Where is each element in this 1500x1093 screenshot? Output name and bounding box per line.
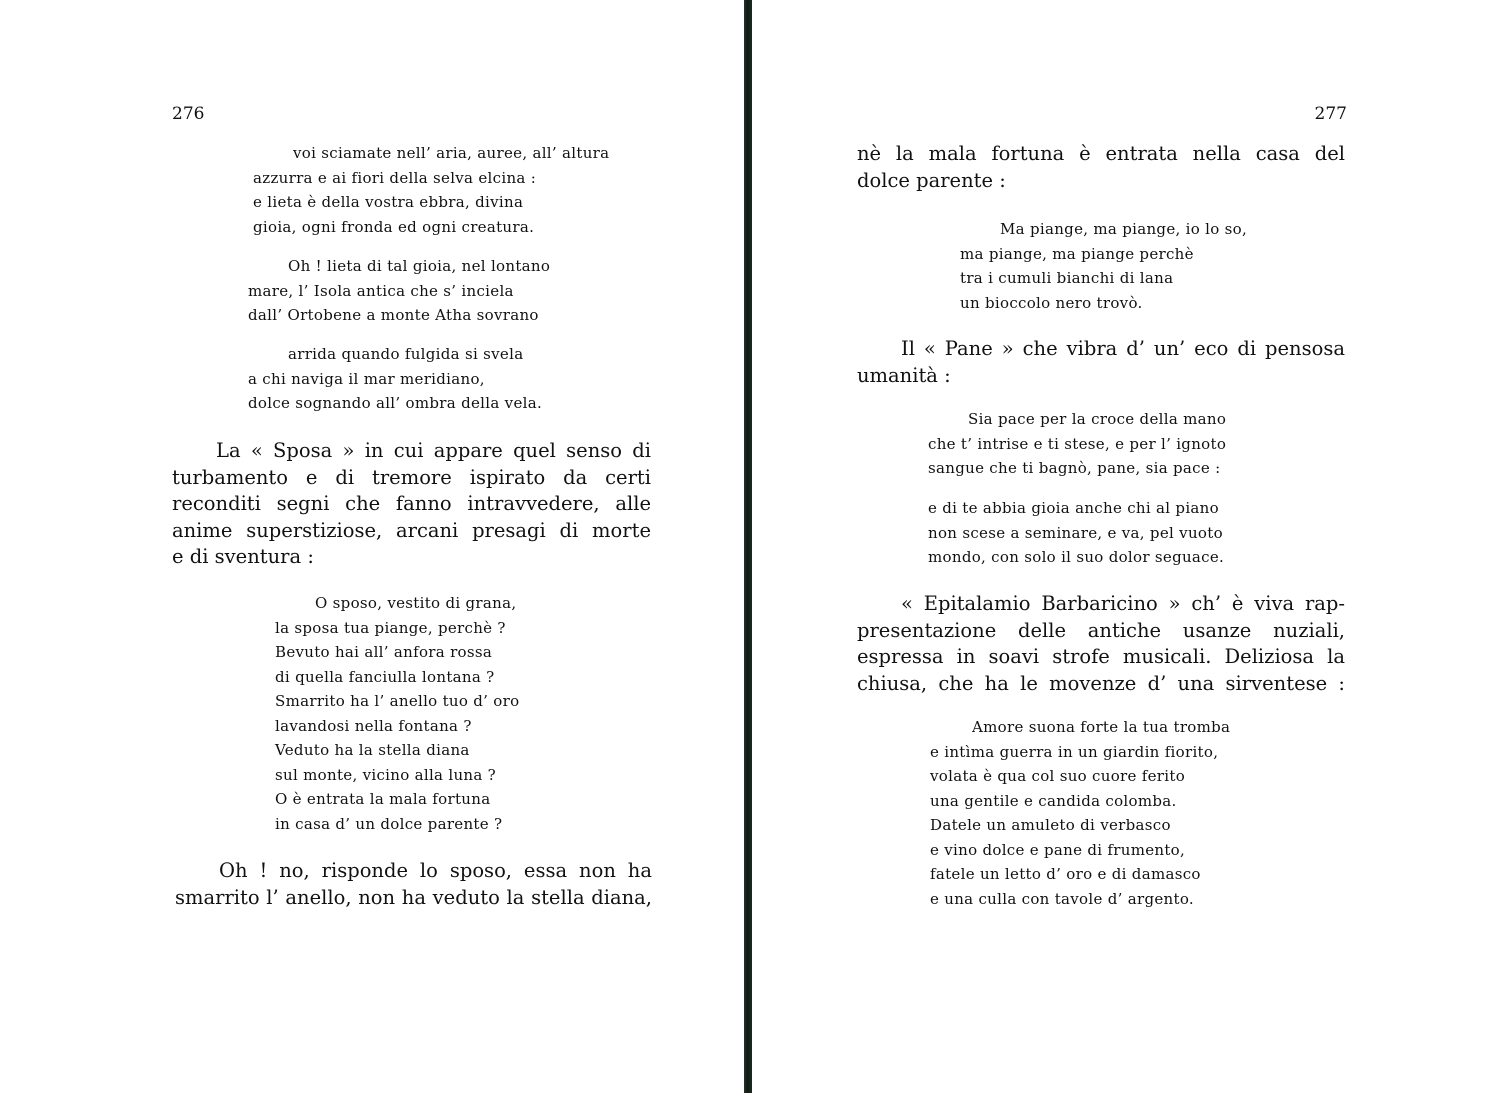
prose-line: espressa in soavi strofe musicali. Deliziosa la — [857, 645, 1345, 668]
left-page — [0, 0, 745, 1093]
verse-line: in casa d’ un dolce parente ? — [275, 814, 503, 833]
prose-line: e di sventura : — [172, 545, 314, 568]
verse-line: a chi naviga il mar meridiano, — [248, 369, 485, 388]
prose-line: umanità : — [857, 363, 951, 387]
verse-line: tra i cumuli bianchi di lana — [960, 269, 1174, 287]
prose-line: chiusa, che ha le movenze d’ una sirventese : — [857, 671, 1345, 695]
verse-line: azzurra e ai fiori della selva elcina : — [253, 168, 537, 187]
verse-line: Oh ! lieta di tal gioia, nel lontano — [288, 257, 551, 275]
verse-line: dall’ Ortobene a monte Atha sovrano — [248, 306, 539, 324]
right-stanza-1 — [960, 217, 1247, 315]
prose-line: « Epitalamio Barbaricino » ch’ è viva rap- — [901, 592, 1345, 615]
verse-line: ma piange, ma piange perchè — [960, 244, 1194, 263]
verse-line: O è entrata la mala fortuna — [275, 790, 491, 808]
verse-line: e lieta è della vostra ebbra, divina — [253, 193, 524, 211]
verse-line: O sposo, vestito di grana, — [315, 594, 517, 612]
left-stanza-3 — [248, 342, 542, 416]
poem-amore — [930, 715, 1230, 911]
verse-line: Sia pace per la croce della mano — [968, 410, 1227, 428]
left-paragraph-sposo-reply — [175, 858, 652, 911]
verse-line: di quella fanciulla lontana ? — [275, 667, 495, 686]
verse-line: volata è qua col suo cuore ferito — [930, 767, 1186, 785]
verse-line: sul monte, vicino alla luna ? — [275, 765, 497, 784]
verse-line: dolce sognando all’ ombra della vela. — [248, 394, 543, 412]
right-paragraph-pane-intro — [857, 336, 1345, 389]
left-stanza-1 — [253, 141, 609, 239]
page-number-left: 276 — [172, 104, 205, 124]
verse-line: e intìma guerra in un giardin fiorito, — [930, 742, 1219, 761]
prose-line: turbamento e di tremore ispirato da certi — [172, 465, 651, 489]
prose-line: La « Sposa » in cui appare quel senso di — [216, 439, 651, 462]
verse-line: Amore suona forte la tua tromba — [972, 718, 1231, 736]
right-paragraph-continuation — [857, 141, 1345, 194]
verse-line: e di te abbia gioia anche chi al piano — [928, 499, 1219, 517]
verse-line: sangue che ti bagnò, pane, sia pace : — [928, 459, 1221, 477]
page-number-right: 277 — [1314, 104, 1347, 124]
verse-line: voi sciamate nell’ aria, auree, all’ altura — [293, 144, 610, 162]
verse-line: una gentile e candida colomba. — [930, 791, 1177, 810]
verse-line: e vino dolce e pane di frumento, — [930, 840, 1186, 859]
verse-line: fatele un letto d’ oro e di damasco — [930, 865, 1201, 883]
verse-line: Smarrito ha l’ anello tuo d’ oro — [275, 692, 520, 710]
prose-line: Oh ! no, risponde lo sposo, essa non ha — [219, 859, 652, 882]
verse-line: mare, l’ Isola antica che s’ inciela — [248, 281, 514, 300]
prose-line: reconditi segni che fanno intravvedere, alle — [172, 492, 651, 515]
right-stanza-3 — [928, 496, 1224, 570]
verse-line: che t’ intrise e ti stese, e per l’ ignoto — [928, 434, 1227, 453]
verse-line: non scese a seminare, e va, pel vuoto — [928, 523, 1223, 542]
book-gutter — [744, 0, 752, 1093]
prose-line: anime superstiziose, arcani presagi di morte — [172, 518, 651, 542]
prose-line: Il « Pane » che vibra d’ un’ eco di pensosa — [901, 337, 1345, 360]
prose-line: smarrito l’ anello, non ha veduto la stella diana, — [175, 885, 652, 909]
verse-line: un bioccolo nero trovò. — [960, 293, 1143, 312]
verse-line: Ma piange, ma piange, io lo so, — [1000, 220, 1248, 238]
verse-line: Datele un amuleto di verbasco — [930, 816, 1171, 834]
verse-line: gioia, ogni fronda ed ogni creatura. — [253, 217, 535, 236]
poem-sposa — [275, 591, 519, 836]
verse-line: Veduto ha la stella diana — [275, 741, 470, 759]
prose-line: dolce parente : — [857, 168, 1006, 192]
verse-line: Bevuto hai all’ anfora rossa — [275, 643, 493, 661]
left-stanza-2 — [248, 254, 550, 328]
prose-line: presentazione delle antiche usanze nuziali, — [857, 618, 1345, 642]
verse-line: la sposa tua piange, perchè ? — [275, 618, 506, 637]
right-stanza-2 — [928, 407, 1226, 481]
left-paragraph-sposa-intro — [172, 438, 651, 571]
verse-line: e una culla con tavole d’ argento. — [930, 889, 1194, 908]
right-paragraph-epitalamio-intro — [857, 591, 1345, 697]
prose-line: nè la mala fortuna è entrata nella casa del — [857, 142, 1345, 165]
verse-line: mondo, con solo il suo dolor seguace. — [928, 548, 1225, 566]
verse-line: arrida quando fulgida si svela — [288, 345, 524, 363]
verse-line: lavandosi nella fontana ? — [275, 716, 472, 735]
right-page — [752, 0, 1500, 1093]
